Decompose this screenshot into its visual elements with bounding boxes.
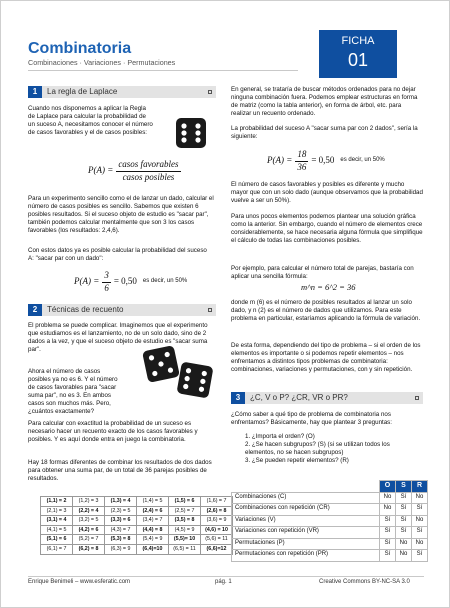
table-cell: No xyxy=(380,504,396,516)
formula-left: P(A) = xyxy=(74,276,100,287)
table-cell: Sí xyxy=(380,527,396,539)
table-cell: Sí xyxy=(396,515,412,527)
table-cell: (4,3) = 7 xyxy=(105,525,137,535)
question-item: 2. ¿Se hacen subgrupos? (S) (si se utilizan todos los elementos, no se hacen subgrupos) xyxy=(245,440,390,456)
combinatoria-types-table xyxy=(231,480,428,562)
page-title: Combinatoria xyxy=(28,40,132,57)
table-cell: Sí xyxy=(396,504,412,516)
table-cell: (5,1) = 6 xyxy=(41,535,73,545)
row-label: Combinaciones (C) xyxy=(232,492,380,504)
paragraph: Cuando nos disponemos a aplicar la Regla de Laplace para calcular la probabilidad de un suceso A, necesitamos conocer el número de casos favorables y el de casos posibles: xyxy=(28,105,153,136)
footer-divider xyxy=(28,576,424,577)
column-header: R xyxy=(412,481,428,493)
table-row xyxy=(41,506,233,516)
table-cell: Sí xyxy=(396,492,412,504)
formula-numerator: 18 xyxy=(295,149,308,162)
table-row xyxy=(41,525,233,535)
dice-sum-table xyxy=(40,496,233,555)
question-item: 3. ¿Se pueden repetir elementos? (R) xyxy=(245,456,349,464)
table-cell: (6,1) = 7 xyxy=(41,544,73,554)
table-cell: (1,3) = 4 xyxy=(105,497,137,507)
table-row xyxy=(41,497,233,507)
table-cell: (2,5) = 7 xyxy=(169,506,201,516)
table-cell: (5,4) = 9 xyxy=(137,535,169,545)
table-cell: (4,4) = 8 xyxy=(137,525,169,535)
probability-formula-2 xyxy=(267,149,385,173)
formula-numerator: 3 xyxy=(102,270,111,283)
table-cell: No xyxy=(412,538,428,550)
table-cell: (4,1) = 5 xyxy=(41,525,73,535)
table-cell: (2,6) = 8 xyxy=(201,506,233,516)
table-cell: (4,6) = 10 xyxy=(201,525,233,535)
table-cell: (6,5) = 11 xyxy=(169,544,201,554)
table-cell: (6,4)=10 xyxy=(137,544,169,554)
paragraph: Por ejemplo, para calcular el número total de parejas, bastaría con aplicar una sencilla fórmula: xyxy=(231,265,414,280)
table-cell: Sí xyxy=(380,515,396,527)
ficha-number: 01 xyxy=(347,50,369,71)
formula-result: = 0,50 xyxy=(311,155,335,166)
header-divider xyxy=(28,70,298,71)
table-row xyxy=(41,535,233,545)
question-list xyxy=(245,433,421,465)
table-cell: No xyxy=(380,492,396,504)
section-number: 1 xyxy=(28,86,42,98)
formula-left: P(A) = xyxy=(88,165,114,176)
table-cell: (5,5)= 10 xyxy=(169,535,201,545)
row-label: Permutaciones (P) xyxy=(232,538,380,550)
section-header-tipos xyxy=(231,392,423,404)
two-dice-icon xyxy=(141,342,217,400)
paragraph: De esta forma, dependiendo del tipo de problema – si el orden de los elementos es importante o si podemos repetir elementos – nos enfrentamos a distintos tipos problemas de combinatoria: combinaciones, variaciones y permutaciones, con y sin repetición. xyxy=(231,342,421,373)
formula-denominator: 36 xyxy=(297,161,307,172)
footer-page: pág. 1 xyxy=(215,579,232,585)
question-item: 1. ¿Importa el orden? (O) xyxy=(245,433,315,440)
table-row xyxy=(232,515,428,527)
paragraph: Para calcular con exactitud la probabilidad de un suceso es necesario hacer un recuento exacto de los casos favorables y posibles. Y es aquí donde entra en juego la combinatoria. xyxy=(28,420,198,443)
table-header-row xyxy=(232,481,428,493)
table-cell: (5,3) = 8 xyxy=(105,535,137,545)
footer-author: Enrique Benimeli – www.esferatic.com xyxy=(28,579,131,585)
section-title: Técnicas de recuento xyxy=(47,304,124,314)
table-cell: Sí xyxy=(380,538,396,550)
table-cell: (1,1) = 2 xyxy=(41,497,73,507)
footer-license: Creative Commons BY-NC-SA 3.0 xyxy=(319,579,410,585)
table-cell: (3,3) = 6 xyxy=(105,516,137,526)
formula-left: P(A) = xyxy=(267,155,293,166)
section-title: La regla de Laplace xyxy=(47,86,118,96)
table-cell: (1,6) = 7 xyxy=(201,497,233,507)
paragraph: ¿Cómo saber a qué tipo de problema de combinatoria nos enfrentamos? Básicamente, hay que plantear 3 preguntas: xyxy=(231,411,392,426)
table-cell: (1,5) = 6 xyxy=(169,497,201,507)
checkbox-icon xyxy=(415,396,419,400)
table-row xyxy=(232,527,428,539)
paragraph: Para unos pocos elementos podemos plantear una solución gráfica como la anterior. Sin embargo, cuando el número de elementos crece considerablemente, se hace necesaria alguna fórmula que simplifique el cálculo de todas las combinaciones posibles. xyxy=(231,213,423,244)
section-number: 2 xyxy=(28,304,42,316)
ficha-label: FICHA xyxy=(341,35,375,47)
table-cell: (5,6) = 11 xyxy=(201,535,233,545)
formula-numerator: casos favorables xyxy=(116,159,180,172)
section-header-recuento xyxy=(28,304,216,316)
table-cell: Sí xyxy=(412,550,428,562)
table-cell: Sí xyxy=(380,550,396,562)
table-row xyxy=(41,544,233,554)
table-cell: (1,2) = 3 xyxy=(73,497,105,507)
paragraph: Hay 18 formas diferentes de combinar los resultados de dos dados para obtener una suma par, de un total de 36 parejas posibles de resultados. xyxy=(28,459,212,482)
table-corner xyxy=(232,481,380,493)
row-label: Variaciones (V) xyxy=(232,515,380,527)
table-cell: (6,6)=12 xyxy=(201,544,233,554)
column-header: S xyxy=(396,481,412,493)
table-cell: No xyxy=(412,515,428,527)
paragraph: Para un experimento sencillo como el de lanzar un dado, calcular el número de casos posibles es sencillo. Sabemos que existen 6 posibles resultados. Si el suceso objeto de estudio es "sacar par", también podemos calcular mentalmente que son 3 los casos favorables (los resultados: 2,4,6). xyxy=(28,195,214,234)
table-row xyxy=(41,516,233,526)
table-cell: (5,2) = 7 xyxy=(73,535,105,545)
section-header-laplace xyxy=(28,86,216,98)
checkbox-icon xyxy=(208,308,212,312)
table-row xyxy=(232,538,428,550)
table-cell: (4,5) = 9 xyxy=(169,525,201,535)
table-cell: (3,5) = 8 xyxy=(169,516,201,526)
variation-formula: m^n = 6^2 = 36 xyxy=(301,282,356,292)
table-cell: Sí xyxy=(412,527,428,539)
paragraph: En general, se trataría de buscar métodos ordenados para no dejar ninguna combinación fuera. Podemos emplear estructuras en forma de matriz (como la tabla anterior), en forma de árbol, etc. para realizar un recuento ordenado. xyxy=(231,86,418,117)
table-row xyxy=(232,504,428,516)
formula-denominator: 6 xyxy=(104,282,109,293)
table-cell: (3,6) = 9 xyxy=(201,516,233,526)
table-cell: (2,3) = 5 xyxy=(105,506,137,516)
checkbox-icon xyxy=(208,90,212,94)
table-cell: (3,2) = 5 xyxy=(73,516,105,526)
table-cell: (3,1) = 4 xyxy=(41,516,73,526)
table-cell: No xyxy=(412,492,428,504)
paragraph: Con estos datos ya es posible calcular la probabilidad del suceso A: "sacar par con un dado": xyxy=(28,247,207,262)
row-label: Permutaciones con repetición (PR) xyxy=(232,550,380,562)
paragraph: La probabilidad del suceso A "sacar suma par con 2 dados", sería la siguiente: xyxy=(231,125,418,140)
table-cell: (1,4) = 5 xyxy=(137,497,169,507)
table-cell: (4,2) = 6 xyxy=(73,525,105,535)
table-cell: No xyxy=(396,538,412,550)
section-title: ¿C, V o P? ¿CR, VR o PR? xyxy=(250,392,348,402)
probability-formula xyxy=(74,270,187,294)
paragraph: El número de casos favorables y posibles es diferente y mucho mayor que con un solo dado (aunque observamos que la probabilidad vuelve a ser un 50%). xyxy=(231,181,423,204)
formula-note: es decir, un 50% xyxy=(340,157,385,164)
table-cell: No xyxy=(396,550,412,562)
page-subtitle: Combinaciones · Variaciones · Permutaciones xyxy=(28,58,176,67)
table-cell: Sí xyxy=(412,504,428,516)
table-row xyxy=(232,492,428,504)
table-cell: (6,3) = 9 xyxy=(105,544,137,554)
ficha-badge xyxy=(319,30,397,78)
paragraph: Ahora el número de casos posibles ya no es 6. Y el número de casos favorables para "sacar suma par", no es 3. En ambos casos son muchos más. Pero, ¿cuántos exactamente? xyxy=(28,368,118,415)
table-cell: (3,4) = 7 xyxy=(137,516,169,526)
table-cell: (2,4) = 6 xyxy=(137,506,169,516)
paragraph: donde m (6) es el número de posibles resultados al lanzar un solo dado, y n (2) es el número de dados que utilizamos. Para este problema en particular, estaríamos aplicando la fórmula de variación. xyxy=(231,299,421,322)
formula-result: = 0,50 xyxy=(113,276,137,287)
table-cell: Sí xyxy=(396,527,412,539)
paragraph: El problema se puede complicar. Imaginemos que el experimento que estudiamos es el lanzamiento, no de un solo dado, sino de 2 dados a la vez, y que el suceso objeto de estudio es "sacar suma par". xyxy=(28,322,208,353)
table-cell: (2,1) = 3 xyxy=(41,506,73,516)
formula-note: es decir, un 50% xyxy=(142,278,188,285)
table-cell: (6,2) = 8 xyxy=(73,544,105,554)
table-cell: (2,2) = 4 xyxy=(73,506,105,516)
single-die-icon xyxy=(174,116,208,150)
column-header: O xyxy=(380,481,396,493)
formula-denominator: casos posibles xyxy=(122,171,175,182)
section-number: 3 xyxy=(231,392,245,404)
row-label: Combinaciones con repetición (CR) xyxy=(232,504,380,516)
laplace-formula xyxy=(88,159,184,183)
table-row xyxy=(232,550,428,562)
row-label: Variaciones con repetición (VR) xyxy=(232,527,380,539)
